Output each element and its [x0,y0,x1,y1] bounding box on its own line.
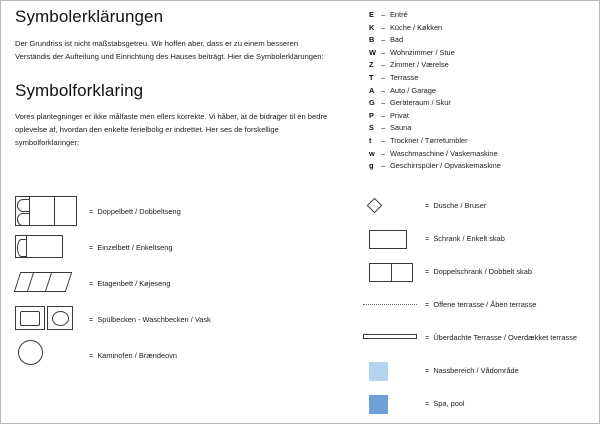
legend-label [425,201,486,210]
abbreviation-key: G [369,98,375,108]
abbreviation-dash: – [381,10,386,19]
equals-sign: = [425,399,430,408]
equals-sign: = [89,350,94,360]
equals-sign: = [425,234,430,243]
abbreviation-value: Sauna [390,123,412,133]
abbreviation-row [369,48,584,61]
abbreviation-row [369,10,584,23]
legend-item-shower [361,189,596,222]
roofed-terrace-icon [361,326,419,350]
abbreviation-value: Geschirrspüler / Opvaskemaskine [390,161,501,171]
legend-label-text: Etagenbett / Køjeseng [97,278,171,288]
abbreviation-dash: – [381,72,386,82]
equals-sign: = [425,333,430,342]
abbreviation-dash: – [381,110,386,120]
legend-label [89,315,211,324]
abbreviation-row [369,86,584,99]
abbreviation-value: Auto / Garage [390,85,437,95]
intro-paragraph-de: Der Grundriss ist nicht maßstabsgetreu. Wir hoffen aber, dass er zu einem besseren Verständis der Aufteilung und Einrichtung des Hauses beiträgt. Hier die Symbolerklärungen: [15,39,324,62]
open-terrace-icon [361,293,419,317]
abbreviation-value: Wohnzimmer / Stue [390,47,455,57]
legend-label-text: Nassbereich / Vådområde [433,366,519,375]
abbreviation-value: Trockner / Tørretumbler [390,135,468,145]
legend-label-text: Doppelbett / Dobbeltseng [97,206,181,216]
abbreviation-list [369,10,584,174]
legend-label [425,267,532,276]
abbreviation-key: K [369,22,375,32]
intro-paragraph-da: Vores plantegninger er ikke målfaste men ellers korrekte. Vi håber, at de bidrager til en bedre oplevelse af, hvordan den enkelte ferielbolig er indrettet. Her ses de forskellige symbolforklaringer: [15,112,328,148]
legend-label-text: Überdachte Terrasse / Overdækket terrasse [433,333,577,342]
abbreviation-dash: – [381,47,386,57]
abbreviation-key: A [369,85,375,95]
abbreviation-row [369,35,584,48]
legend-label [425,399,465,408]
equals-sign: = [89,206,94,216]
abbreviation-row [369,149,584,162]
abbreviation-key: t [369,135,372,145]
sink-washbasin-icon [15,304,77,334]
legend-label-text: Einzelbett / Enkeltseng [97,242,173,252]
legend-item-double-cabinet [361,255,596,288]
abbreviation-key: Z [369,60,374,70]
color-swatch [369,362,388,381]
legend-item-open-terrace [361,288,596,321]
legend-label [89,243,173,252]
page-title-da: Symbolforklaring [15,81,144,101]
abbreviation-row [369,136,584,149]
legend-item-single-bed [15,229,345,265]
legend-label-text: Spülbecken - Waschbecken / Vask [97,314,211,324]
shower-diamond-icon [361,194,419,218]
abbreviation-row [369,123,584,136]
legend-text-column [15,7,345,149]
legend-label [89,207,181,216]
abbreviation-dash: – [381,161,386,171]
abbreviation-value: Privat [390,110,409,120]
abbreviation-dash: – [381,123,386,133]
abbreviation-value: Zimmer / Værelse [390,60,449,70]
legend-item-wet-room [361,354,596,387]
abbreviation-key: T [369,72,374,82]
legend-label [425,234,505,243]
wet-room-swatch-icon [361,359,419,383]
equals-sign: = [425,267,430,276]
abbreviation-row [369,98,584,111]
legend-item-fireplace [15,337,345,373]
legend-label-text: Schrank / Enkelt skab [433,234,505,243]
legend-item-spa-pool [361,387,596,420]
abbreviation-row [369,161,584,174]
double-cabinet-icon [361,260,419,284]
legend-label [89,279,170,288]
abbreviation-dash: – [381,148,386,158]
legend-item-bunk-bed [15,265,345,301]
abbreviation-dash: – [381,135,386,145]
double-bed-icon [15,196,77,226]
abbreviation-key: B [369,35,375,45]
legend-item-cabinet [361,222,596,255]
abbreviation-key: S [369,123,374,133]
legend-label-text: Kaminofen / Brændeovn [97,350,178,360]
abbreviation-dash: – [381,35,386,45]
abbreviation-dash: – [381,98,386,108]
legend-label [425,366,519,375]
equals-sign: = [425,300,430,309]
equals-sign: = [89,278,94,288]
abbreviation-key: g [369,161,374,171]
legend-item-roofed-terrace [361,321,596,354]
legend-item-double-bed [15,193,345,229]
abbreviation-key: w [369,148,375,158]
equals-sign: = [425,201,430,210]
right-legend-list [361,189,596,420]
equals-sign: = [89,314,94,324]
abbreviation-key: W [369,47,376,57]
abbreviation-value: Geräteraum / Skur [390,98,451,108]
equals-sign: = [89,242,94,252]
abbreviation-value: Bad [390,35,404,45]
abbreviation-value: Entré [390,10,408,19]
abbreviation-row [369,60,584,73]
abbreviation-key: E [369,10,374,19]
legend-label [89,351,177,360]
left-legend-list [15,193,345,373]
legend-label [425,300,536,309]
legend-label [425,333,577,342]
abbreviation-dash: – [381,85,386,95]
bunk-bed-icon [15,268,77,298]
legend-label-text: Offene terrasse / Åben terrasse [433,300,537,309]
abbreviation-value: Terrasse [390,72,419,82]
legend-item-sink [15,301,345,337]
equals-sign: = [425,366,430,375]
abbreviation-row [369,23,584,36]
page-title-de: Symbolerklärungen [15,7,164,26]
fireplace-icon [15,340,77,370]
abbreviation-dash: – [381,22,386,32]
color-swatch [369,395,388,414]
abbreviation-key: P [369,110,374,120]
abbreviation-row [369,73,584,86]
legend-label-text: Dusche / Bruser [433,201,487,210]
abbreviation-row [369,111,584,124]
cabinet-icon [361,227,419,251]
abbreviation-value: Küche / Køkken [390,22,443,32]
legend-label-text: Spa, pool [433,399,465,408]
legend-label-text: Doppelschrank / Dobbelt skab [433,267,532,276]
abbreviation-value: Waschmaschine / Vaskemaskine [390,148,498,158]
spa-pool-swatch-icon [361,392,419,416]
abbreviation-dash: – [381,60,386,70]
single-bed-icon [15,232,77,262]
